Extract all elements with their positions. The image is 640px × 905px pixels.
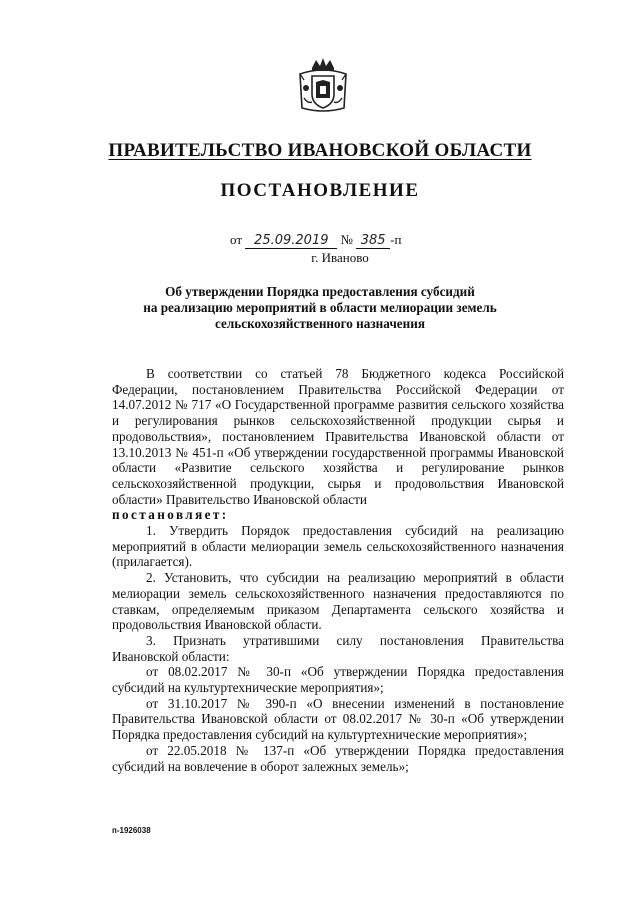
item-3-paragraph: 3. Признать утратившими силу постановления Правительства Ивановской области: [112,632,564,664]
date-prefix: от [230,232,243,247]
document-body [112,366,564,774]
number-sign: № [340,232,353,247]
coat-of-arms-icon [298,58,348,114]
document-type-title: ПОСТАНОВЛЕНИЕ [220,180,420,201]
subject-line: сельскохозяйственного назначения [215,316,425,331]
item-1-paragraph: 1. Утвердить Порядок предоставления субсидий на реализацию мероприятий в области мелиорации земель сельскохозяйственного назначения (прилагается). [112,523,564,570]
decree-word: постановляет: [112,507,229,523]
document-subject [0,284,640,332]
preamble-paragraph: В соответствии со статьей 78 Бюджетного кодекса Российской Федерации, постановлением Правительства Российской Федерации от 14.07.2012 № 717 «О Государственной программе развития сельского хозяйства и регулирования рынков сельскохозяйственной продукции сырья и продовольствия», постановлением Правительства Ивановской области от 13.10.2013 № 451-п «Об утверждении государственной программы Ивановской области «Развитие сельского хозяйства и регулирование рынков сельскохозяйственной продукции, сырья и продовольствия Ивановской области» Правительство Ивановской области [112,366,564,507]
number-suffix: -п [390,232,402,247]
city: г. Иваново [311,250,369,265]
government-title: ПРАВИТЕЛЬСТВО ИВАНОВСКОЙ ОБЛАСТИ [108,140,532,161]
repealed-decree-3: от 22.05.2018 № 137-п «Об утверждении Порядка предоставления субсидий на вовлечение в оборот залежных земель»; [112,742,564,774]
repealed-decree-2: от 31.10.2017 № 390-п «О внесении изменений в постановление Правительства Ивановской области от 08.02.2017 № 30-п «Об утверждении Порядка предоставления субсидий на культуртехнические мероприятия»; [112,695,564,743]
document-code: п-1926038 [112,826,151,835]
repealed-decree-1: от 08.02.2017 № 30-п «Об утверждении Порядка предоставления субсидий на культуртехнические мероприятия»; [112,664,564,696]
subject-line: Об утверждении Порядка предоставления субсидий [165,284,475,299]
subject-line: на реализацию мероприятий в области мелиорации земель [143,300,497,315]
date-number-line [230,232,401,249]
handwritten-number: 385 [356,233,390,249]
handwritten-date: 25.09.2019 [245,233,337,249]
decree-word-paragraph [112,507,564,523]
item-2-paragraph: 2. Установить, что субсидии на реализацию мероприятий в области мелиорации земель сельскохозяйственного назначения предоставляются по ставкам, определяемым приказом Департамента сельского хозяйства и продовольствия Ивановской области. [112,570,564,633]
